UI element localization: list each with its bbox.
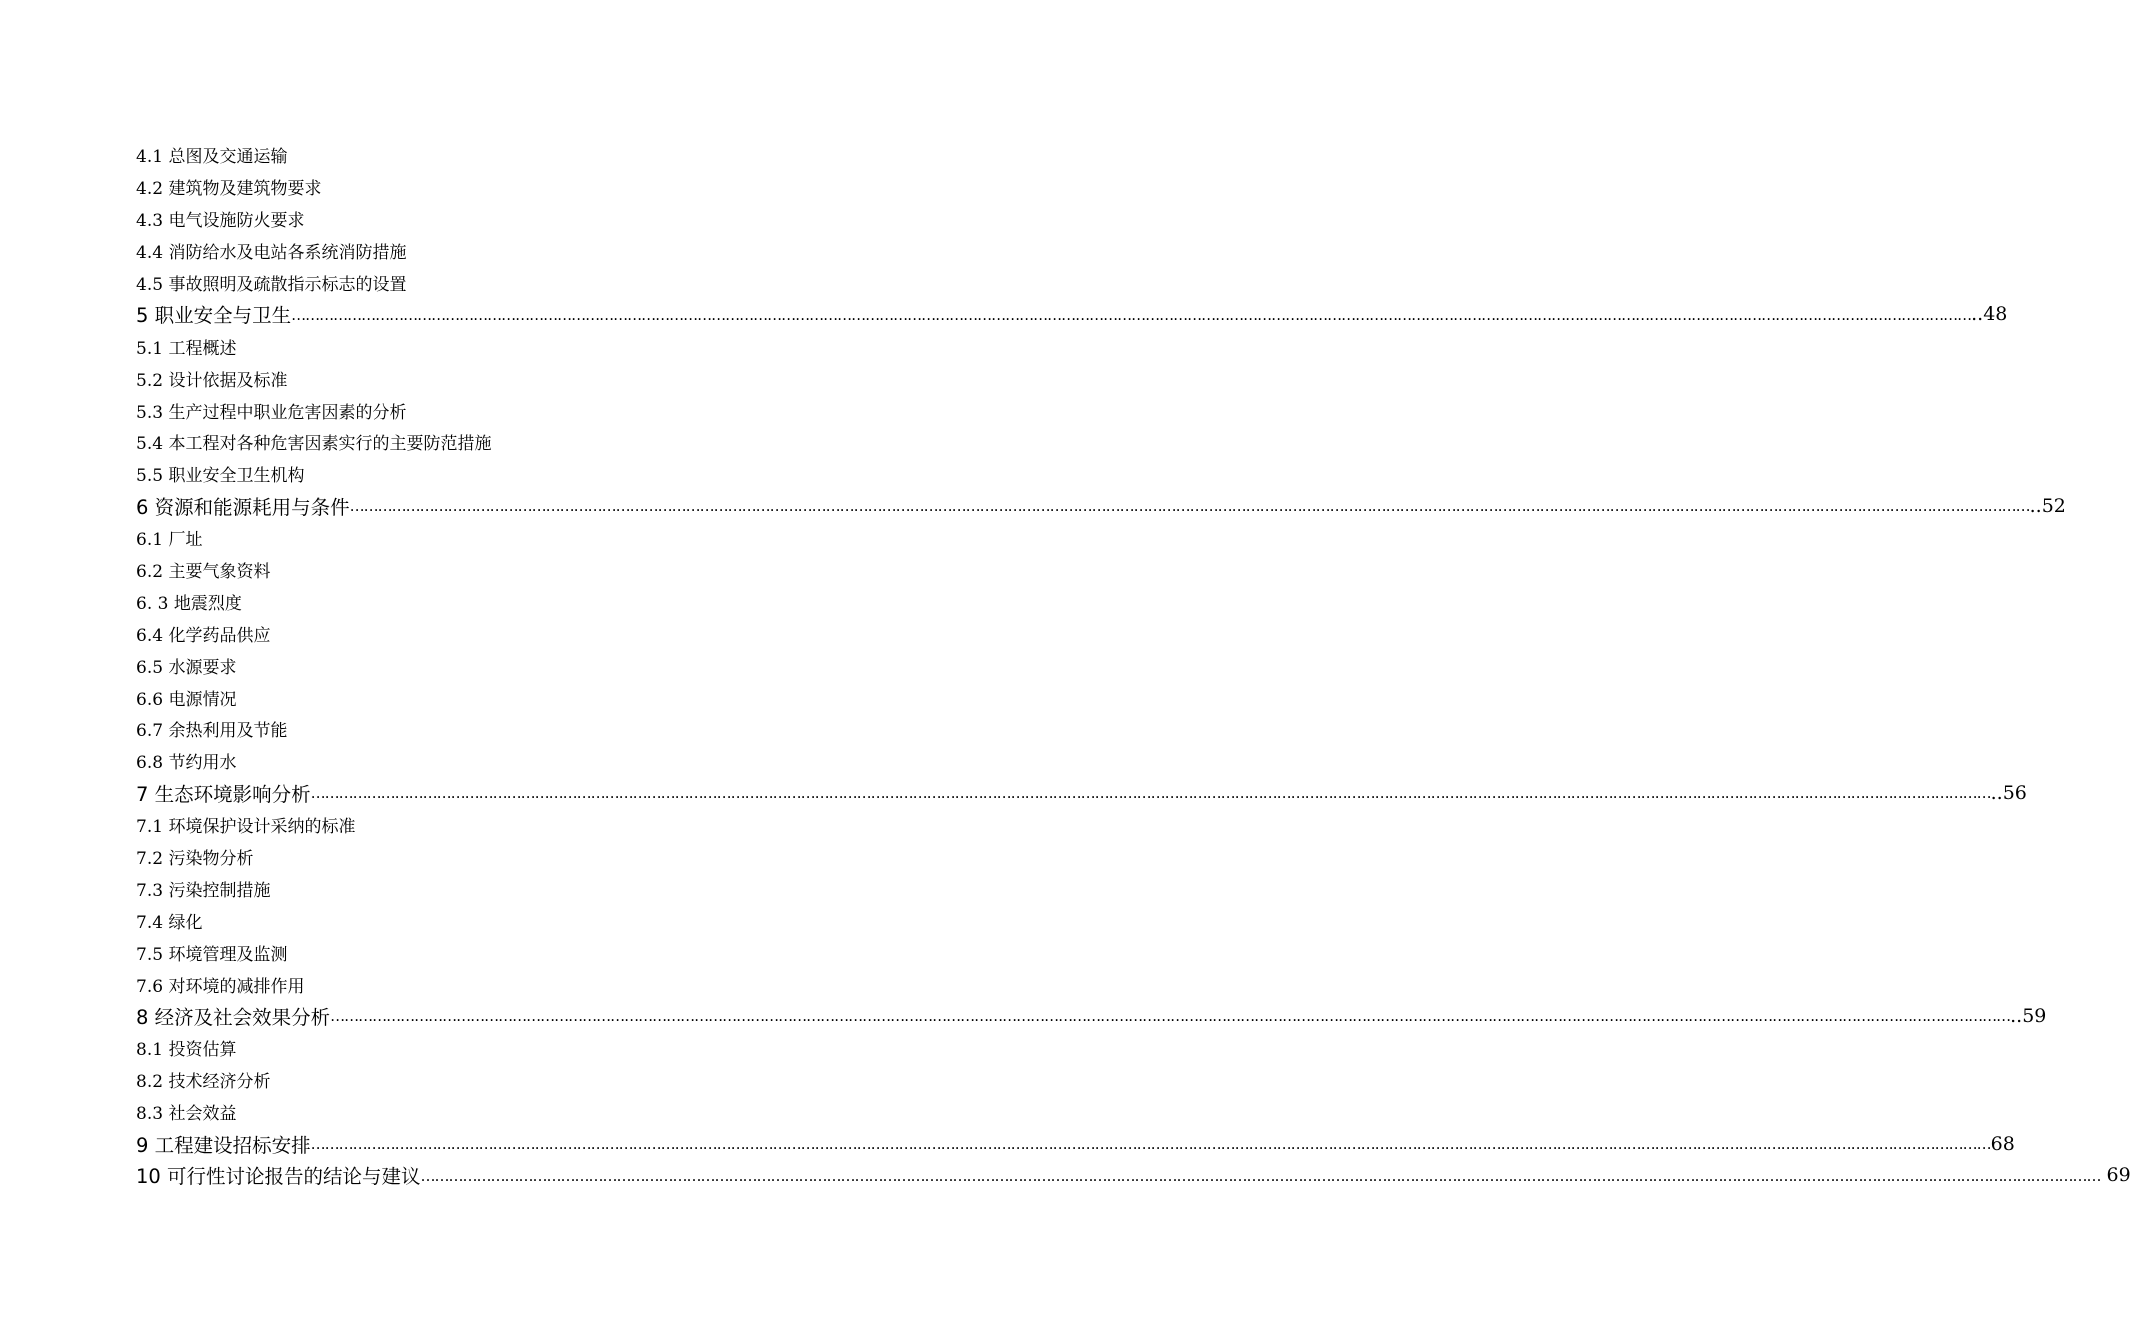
toc-section-title: 7.1 环境保护设计采纳的标准 [136,817,356,838]
toc-section-title: 5.5 职业安全卫生机构 [136,466,305,487]
toc-section-title: 6.4 化学药品供应 [136,625,271,646]
toc-section-title: 5.2 设计依据及标准 [136,370,288,391]
toc-section-entry [136,1064,826,1096]
toc-section-entry [136,617,826,649]
toc-section-entry [136,1032,826,1064]
toc-chapter-entry [136,298,2008,330]
toc-section-title: 6.7 余热利用及节能 [136,721,288,742]
toc-section-title: 7.6 对环境的减排作用 [136,976,305,997]
toc-section-entry [136,649,826,681]
toc-dot-leader: ……………………………………………………………………………………………………………………………………………………………………………………………………………………………………………………………………………………………………………………………… [310,1135,1991,1154]
toc-section-entry [136,267,826,299]
toc-section-entry [136,522,826,554]
toc-section-entry [136,585,826,617]
toc-section-title: 6.1 厂址 [136,530,203,551]
toc-page-number: ..52 [2029,494,2066,517]
toc-section-entry [136,330,826,362]
toc-section-title: 8.1 投资估算 [136,1040,237,1061]
toc-section-entry [136,681,826,713]
toc-chapter-entry [136,1160,2131,1192]
toc-page-number: 68 [1990,1132,2015,1155]
toc-page-number: ..56 [1990,781,2027,804]
toc-section-entry [136,841,826,873]
toc-section-title: 7.5 环境管理及监测 [136,944,288,965]
toc-chapter-title: 10 可行性讨论报告的结论与建议 [136,1165,421,1189]
toc-section-entry [136,426,826,458]
toc-section-title: 8.3 社会效益 [136,1104,237,1125]
toc-dot-leader: ……………………………………………………………………………………………………………………………………………………………………………………………………………………………………………………………………………………………………………………………… [349,497,2030,516]
toc-chapter-title: 5 职业安全与卫生 [136,304,292,328]
toc-dot-leader: ……………………………………………………………………………………………………………………………………………………………………………………………………………………………………………………………………………………………………………………………… [291,305,1972,324]
toc-dot-leader: ……………………………………………………………………………………………………………………………………………………………………………………………………………………………………………………………………………………………………………………………… [420,1166,2101,1185]
toc-page-number: 69 [2100,1164,2131,1187]
toc-section-title: 4.2 建筑物及建筑物要求 [136,179,322,200]
toc-chapter-entry [136,777,2027,809]
toc-section-title: 4.4 消防给水及电站各系统消防措施 [136,243,407,264]
toc-chapter-title: 9 工程建设招标安排 [136,1133,311,1157]
toc-chapter-title: 6 资源和能源耗用与条件 [136,495,350,519]
toc-dot-leader: ……………………………………………………………………………………………………………………………………………………………………………………………………………………………………………………………………………………………………………………………… [330,1007,2011,1026]
toc-section-entry [136,362,826,394]
toc-chapter-title: 7 生态环境影响分析 [136,782,311,806]
toc-section-title: 5.1 工程概述 [136,338,237,359]
toc-section-title: 8.2 技术经济分析 [136,1072,271,1093]
toc-dot-leader: ……………………………………………………………………………………………………………………………………………………………………………………………………………………………………………………………………………………………………………………………… [310,784,1991,803]
toc-section-entry [136,872,826,904]
toc-section-entry [136,203,826,235]
toc-section-title: 7.3 污染控制措施 [136,880,271,901]
toc-section-title: 6.2 主要气象资料 [136,562,271,583]
toc-section-title: 5.3 生产过程中职业危害因素的分析 [136,402,407,423]
toc-chapter-title: 8 经济及社会效果分析 [136,1005,331,1029]
toc-section-title: 6.5 水源要求 [136,657,237,678]
toc-section-entry [136,713,826,745]
toc-chapter-entry [136,490,2066,522]
toc-section-entry [136,904,826,936]
toc-section-entry [136,936,826,968]
toc-section-title: 6.8 节约用水 [136,753,237,774]
toc-section-entry [136,394,826,426]
toc-section-title: 6. 3 地震烈度 [136,593,242,614]
toc-section-entry [136,809,826,841]
toc-chapter-entry [136,1128,2015,1160]
toc-section-entry [136,171,826,203]
toc-section-entry [136,458,826,490]
toc-section-entry [136,139,826,171]
toc-section-title: 4.1 总图及交通运输 [136,147,288,168]
toc-page-number: ..59 [2010,1004,2047,1027]
toc-section-entry [136,1096,826,1128]
toc-page-number: ..48 [1971,303,2008,326]
toc-section-title: 4.3 电气设施防火要求 [136,211,305,232]
toc-section-title: 7.2 污染物分析 [136,849,254,870]
toc-section-title: 5.4 本工程对各种危害因素实行的主要防范措施 [136,434,492,455]
toc-section-entry [136,235,826,267]
toc-section-title: 7.4 绿化 [136,912,203,933]
toc-section-entry [136,554,826,586]
toc-section-entry [136,745,826,777]
toc-section-entry [136,968,826,1000]
toc-section-title: 4.5 事故照明及疏散指示标志的设置 [136,275,407,295]
table-of-contents [136,139,2131,1191]
toc-section-title: 6.6 电源情况 [136,689,237,710]
toc-chapter-entry [136,1000,2047,1032]
